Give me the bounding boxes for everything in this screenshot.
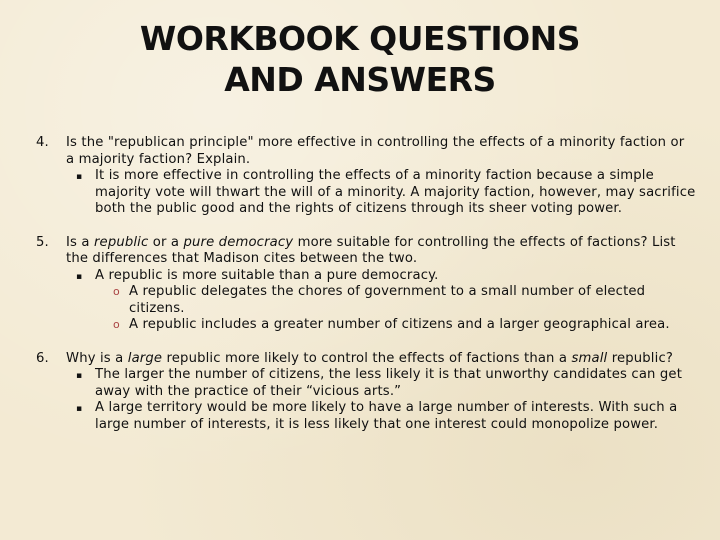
- emphasis-large: large: [127, 350, 163, 366]
- answer-text: The larger the number of citizens, the less likely it is that unworthy candidates can get away with the practice of their “vicious arts.”: [95, 367, 683, 399]
- question-text: Why is a large republic more likely to control the effects of factions than a small republic?: [66, 350, 673, 366]
- answer-bullet: [74, 367, 696, 400]
- circle-bullet-icon: o: [113, 318, 120, 331]
- square-bullet-icon: ▪: [76, 371, 83, 381]
- question-number: 6.: [36, 350, 49, 366]
- question-4: [36, 135, 696, 218]
- square-bullet-icon: ▪: [76, 404, 83, 414]
- emphasis-republic: republic: [93, 234, 149, 250]
- emphasis-small: small: [571, 350, 608, 366]
- answer-text: A large territory would be more likely to have a large number of interests. With such a large number of interests, it is less likely that one interest could monopolize power.: [95, 400, 678, 432]
- answer-subbullet: [113, 284, 696, 317]
- question-text: Is the "republican principle" more effective in controlling the effects of a minority faction or a majority faction? Explain.: [66, 135, 685, 167]
- question-number: 5.: [36, 234, 49, 250]
- square-bullet-icon: ▪: [76, 172, 83, 182]
- question-5: [36, 235, 696, 334]
- slide-title: [0, 18, 720, 100]
- answer-bullet: [74, 168, 696, 218]
- emphasis-pure-democracy: pure democracy: [183, 234, 294, 250]
- slide-title-line-2: AND ANSWERS: [224, 60, 496, 99]
- square-bullet-icon: ▪: [76, 271, 83, 282]
- question-6: [36, 351, 696, 434]
- slide-title-line-1: WORKBOOK QUESTIONS: [139, 19, 581, 58]
- question-number: 4.: [36, 135, 49, 150]
- answer-text: A republic is more suitable than a pure democracy.: [95, 267, 439, 283]
- answer-subtext: A republic includes a greater number of citizens and a larger geographical area.: [129, 317, 670, 332]
- question-text: Is a republic or a pure democracy more suitable for controlling the effects of factions? List the differences that Madison cites between the two.: [66, 234, 676, 266]
- answer-bullet: [74, 400, 696, 433]
- circle-bullet-icon: o: [113, 285, 120, 298]
- answer-subbullet: [113, 317, 696, 334]
- answer-subtext: A republic delegates the chores of government to a small number of elected citizens.: [129, 284, 646, 316]
- answer-bullet: [74, 268, 696, 285]
- question-list: [36, 135, 696, 450]
- answer-text: It is more effective in controlling the effects of a minority faction because a simple majority vote will thwart the will of a minority. A majority faction, however, may sacrifice both the public good and the rights of citizens through its sheer voting power.: [95, 168, 696, 216]
